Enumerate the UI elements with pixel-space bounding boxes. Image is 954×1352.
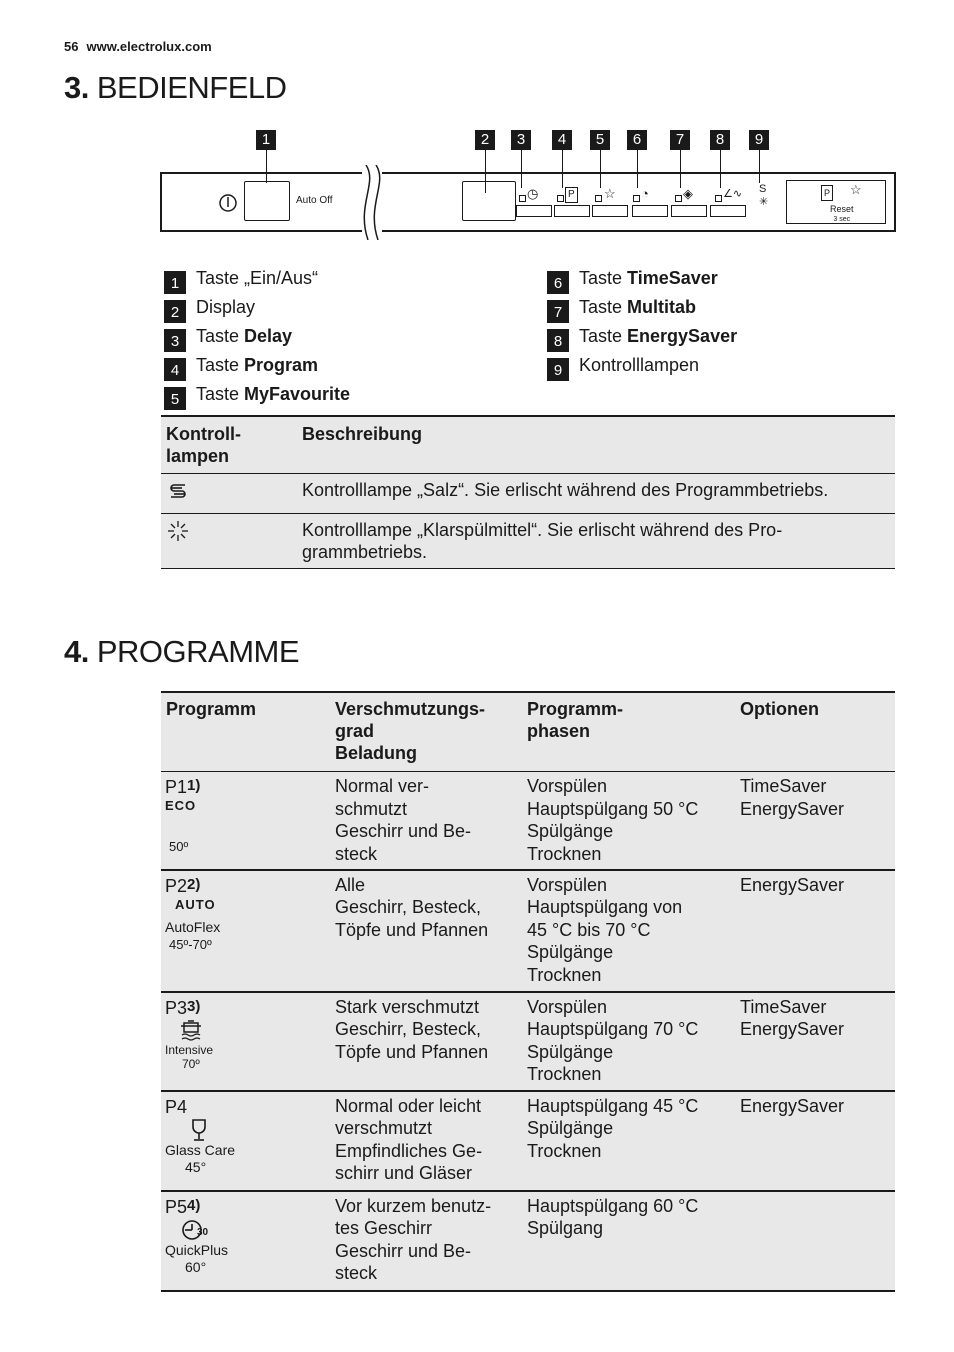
legend-bold: MyFavourite — [244, 384, 351, 404]
callout-6: 6 — [627, 130, 647, 150]
program-name — [165, 1095, 328, 1118]
lamps-table — [161, 415, 895, 569]
cell-line: schmutzt — [335, 798, 408, 819]
led-indicator — [675, 195, 682, 202]
table-header-cell: Optionen — [735, 692, 895, 772]
eco-icon: ECO — [165, 798, 197, 813]
legend-label: Taste — [196, 355, 245, 375]
table-row — [161, 1191, 895, 1291]
footnote-ref: 4) — [187, 1196, 201, 1214]
site-url: www.electrolux.com — [86, 39, 212, 54]
table-cell: Kontrolllampe „Salz“. Sie erlischt während des Programmbetriebs. — [297, 474, 895, 514]
program-icon: P — [821, 185, 833, 201]
delay-icon: ◷ — [527, 186, 539, 201]
cell-line: steck — [335, 1263, 378, 1283]
delay-button — [516, 205, 552, 217]
legend-number: 6 — [547, 271, 569, 294]
salt-icon — [166, 479, 190, 503]
program-code: P3 — [165, 997, 188, 1018]
rinse-aid-icon — [166, 519, 190, 543]
legend-label: Taste „Ein/Aus“ — [196, 268, 319, 288]
cell-line: Spülgänge — [527, 1041, 614, 1062]
cell-line: Alle — [335, 874, 366, 895]
callout-8: 8 — [710, 130, 730, 150]
timesaver-icon: ◔ — [641, 186, 649, 201]
led-indicator — [557, 195, 564, 202]
table-cell — [161, 474, 297, 514]
legend-number: 9 — [547, 358, 569, 381]
legend-label: Taste — [579, 268, 628, 288]
energysaver-icon: ∠∿ — [723, 188, 743, 200]
cell-line: Trocknen — [527, 843, 602, 864]
led-indicator — [595, 195, 602, 202]
callout-7: 7 — [670, 130, 690, 150]
table-cell — [522, 870, 735, 992]
legend-label: Taste — [579, 326, 628, 346]
cell-line: Hauptspülgang 45 °C — [527, 1095, 699, 1116]
table-row — [161, 992, 895, 1091]
section-4-number: 4. — [64, 634, 89, 669]
program-icon: P — [565, 187, 578, 203]
svg-text:30: 30 — [197, 1226, 209, 1238]
legend-label: Taste — [196, 384, 245, 404]
footnote-ref: 1) — [187, 777, 201, 794]
program-code: P5 — [165, 1196, 188, 1217]
callout-1: 1 — [256, 130, 276, 150]
program-temperature: 45º-70º — [169, 936, 212, 952]
callout-5: 5 — [590, 130, 610, 150]
table-header-cell: Beschreibung — [297, 416, 895, 474]
cell-line: Hauptspülgang 60 °C — [527, 1195, 699, 1216]
salt-lamp-icon: S — [759, 183, 767, 195]
favourite-star-icon: ☆ — [850, 182, 862, 197]
program-temperature: 60° — [185, 1258, 207, 1275]
footnote-ref: 3) — [187, 997, 201, 1015]
callout-9: 9 — [749, 130, 769, 150]
legend-number: 7 — [547, 300, 569, 323]
program-temperature: 50º — [169, 839, 189, 854]
cell-line: Vorspülen — [527, 874, 608, 895]
legend-bold: Program — [244, 355, 319, 375]
table-header-row — [161, 692, 895, 772]
section-3-title — [64, 70, 287, 106]
myfavourite-button — [592, 205, 628, 217]
callout-3: 3 — [511, 130, 531, 150]
callout-4: 4 — [552, 130, 572, 150]
program-subtitle: AutoFlex — [165, 918, 221, 935]
table-cell — [522, 772, 735, 870]
table-row — [161, 474, 895, 514]
legend-text — [196, 355, 318, 376]
cell-line: schirr und Gläser — [335, 1163, 473, 1183]
cell-line: Spülgänge — [527, 942, 614, 962]
legend-number: 2 — [164, 300, 186, 323]
cell-line: Töpfe und Pfannen — [335, 1041, 489, 1062]
program-temperature: 70º — [182, 1056, 200, 1071]
table-cell — [735, 992, 895, 1091]
cell-line: steck — [335, 843, 378, 864]
cell-line: Kontrolllampe „Klarspülmittel“. Sie erlischt während des Pro- — [302, 520, 783, 540]
cell-line: EnergySaver — [740, 1095, 845, 1116]
table-cell — [161, 772, 330, 870]
page-header — [64, 39, 212, 54]
table-cell — [330, 992, 522, 1091]
legend-text — [196, 326, 292, 347]
table-cell — [522, 992, 735, 1091]
cell-line: Spülgänge — [527, 1118, 614, 1138]
control-panel-diagram — [158, 125, 898, 245]
table-cell — [735, 870, 895, 992]
legend-text — [196, 297, 255, 318]
rinse-aid-lamp-icon: ✳ — [759, 196, 769, 208]
cell-line: Normal oder leicht — [335, 1095, 482, 1116]
table-row — [161, 870, 895, 992]
table-header-cell: Programm — [161, 692, 330, 772]
table-row — [161, 772, 895, 870]
legend-text — [579, 297, 696, 318]
panel-break-icon — [358, 165, 388, 240]
cell-line: Hauptspülgang von — [527, 897, 683, 917]
legend-text — [579, 268, 718, 289]
cell-line: Geschirr und Be- — [335, 821, 472, 841]
cell-line: EnergySaver — [740, 798, 845, 819]
program-subtitle: QuickPlus — [165, 1241, 229, 1258]
table-cell — [522, 1191, 735, 1291]
clock-30-icon — [181, 1218, 217, 1242]
table-cell — [161, 1091, 330, 1191]
table-header-row — [161, 416, 895, 474]
legend-bold: Delay — [244, 326, 293, 346]
on-off-button — [244, 181, 290, 221]
legend-text — [196, 384, 350, 405]
cell-line: Geschirr, Besteck, — [335, 1019, 482, 1039]
footnote-ref: 2) — [187, 875, 201, 893]
legend-number: 5 — [164, 387, 186, 410]
table-cell — [735, 772, 895, 870]
cell-line: 45 °C bis 70 °C — [527, 919, 651, 940]
table-cell — [161, 992, 330, 1091]
cell-line: Hauptspülgang 70 °C — [527, 1019, 699, 1039]
reset-text: Reset — [830, 204, 854, 214]
cell-line: Trocknen — [527, 964, 602, 985]
legend-label: Taste — [579, 297, 628, 317]
table-cell — [735, 1191, 895, 1291]
cell-line: verschmutzt — [335, 1118, 433, 1138]
cell-line: EnergySaver — [740, 1019, 845, 1039]
glass-icon — [191, 1118, 207, 1142]
led-indicator — [519, 195, 526, 202]
section-4-heading: PROGRAMME — [96, 634, 300, 669]
legend-number: 8 — [547, 329, 569, 352]
multitab-icon: ◈ — [683, 186, 693, 201]
legend-number: 4 — [164, 358, 186, 381]
table-cell — [330, 772, 522, 870]
power-icon — [218, 193, 238, 213]
legend-number: 3 — [164, 329, 186, 352]
programs-table — [161, 691, 895, 1292]
header-text: Kontroll- — [166, 424, 241, 444]
header-text: grad — [335, 721, 375, 741]
section-3-number: 3. — [64, 70, 89, 105]
header-text: Verschmutzungs- — [335, 699, 486, 719]
cell-line: TimeSaver — [740, 996, 827, 1017]
program-code: P2 — [165, 875, 188, 896]
cell-line: TimeSaver — [740, 776, 827, 796]
program-name — [165, 996, 328, 1019]
callout-2: 2 — [475, 130, 495, 150]
header-text: phasen — [527, 721, 591, 741]
auto-icon: AUTO — [175, 896, 216, 912]
table-header-cell — [522, 692, 735, 772]
program-name — [165, 775, 328, 798]
legend-number: 1 — [164, 271, 186, 294]
table-cell — [330, 1091, 522, 1191]
cell-line: EnergySaver — [740, 874, 845, 895]
cell-line: Vor kurzem benutz- — [335, 1195, 492, 1216]
legend-bold: EnergySaver — [627, 326, 738, 346]
program-subtitle: Intensive — [165, 1042, 214, 1057]
energysaver-button — [710, 205, 746, 217]
multitab-button — [671, 205, 707, 217]
cell-line: Trocknen — [527, 1140, 602, 1161]
section-4-title — [64, 634, 299, 670]
display-box — [462, 181, 516, 221]
table-cell — [330, 1191, 522, 1291]
program-subtitle: Glass Care — [165, 1141, 236, 1158]
timesaver-button — [632, 205, 668, 217]
header-text: Programm- — [527, 699, 624, 719]
table-row — [161, 1091, 895, 1191]
table-cell — [161, 870, 330, 992]
legend-text — [579, 355, 699, 376]
auto-off-label: Auto Off — [296, 195, 333, 206]
program-temperature: 45° — [185, 1158, 207, 1175]
led-indicator — [633, 195, 640, 202]
program-button — [554, 205, 590, 217]
cell-line: tes Geschirr — [335, 1218, 433, 1238]
legend-label: Taste — [196, 326, 245, 346]
cell-line: Normal ver- — [335, 776, 430, 796]
page-number: 56 — [64, 39, 79, 54]
header-text: Beladung — [335, 743, 418, 763]
table-cell — [161, 514, 297, 569]
favourite-star-icon: ☆ — [604, 186, 616, 201]
table-cell — [330, 870, 522, 992]
program-code: P1 — [165, 777, 188, 797]
reset-label — [830, 205, 854, 224]
table-cell — [735, 1091, 895, 1191]
cell-line: Stark verschmutzt — [335, 996, 480, 1017]
table-cell — [297, 514, 895, 569]
program-name — [165, 874, 328, 897]
table-cell — [522, 1091, 735, 1191]
legend-bold: Multitab — [627, 297, 697, 317]
legend-text — [196, 268, 318, 289]
reset-time: 3 sec — [833, 216, 851, 223]
cell-line: grammbetriebs. — [302, 542, 428, 562]
cell-line: Spülgänge — [527, 821, 614, 841]
header-text: lampen — [166, 446, 230, 466]
legend-bold: TimeSaver — [627, 268, 718, 288]
pot-icon — [179, 1019, 203, 1043]
legend-label: Kontrolllampen — [579, 355, 700, 375]
table-cell — [161, 1191, 330, 1291]
section-3-heading: BEDIENFELD — [96, 70, 287, 105]
table-header-cell — [161, 416, 297, 474]
legend-label: Display — [196, 297, 256, 317]
cell-line: Spülgang — [527, 1218, 604, 1238]
program-name — [165, 1195, 328, 1218]
table-header-cell — [330, 692, 522, 772]
legend-text — [579, 326, 737, 347]
cell-line: Trocknen — [527, 1064, 602, 1084]
program-code: P4 — [165, 1096, 188, 1117]
cell-line: Vorspülen — [527, 776, 608, 796]
led-indicator — [715, 195, 722, 202]
table-row — [161, 514, 895, 569]
cell-line: Geschirr, Besteck, — [335, 897, 482, 917]
cell-line: Geschirr und Be- — [335, 1240, 472, 1261]
cell-line: Hauptspülgang 50 °C — [527, 798, 699, 819]
cell-line: Töpfe und Pfannen — [335, 919, 489, 940]
cell-line: Empfindliches Ge- — [335, 1140, 483, 1161]
cell-line: Vorspülen — [527, 996, 608, 1017]
